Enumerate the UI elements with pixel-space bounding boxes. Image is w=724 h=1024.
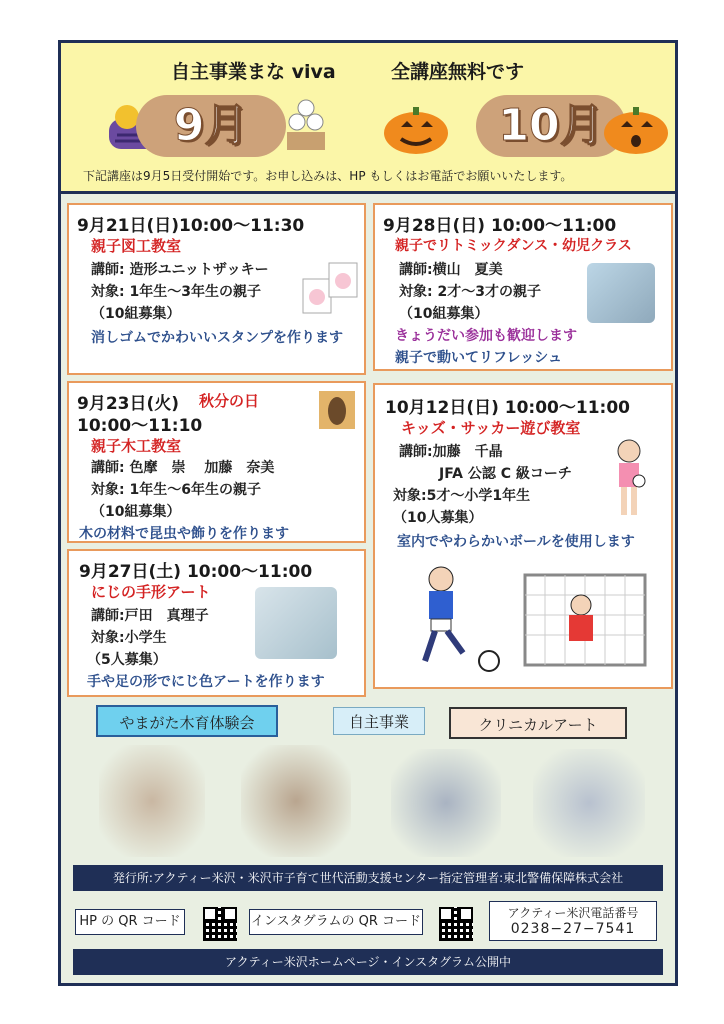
program-photo-1 [99,745,205,857]
rabbit-stamp-icon [301,261,361,317]
soccer-play-icon [405,565,665,677]
event-recruit: （10組募集） [91,306,181,322]
pumpkin-icon [601,103,671,155]
phone-number[interactable]: 0238−27−7541 [510,921,636,937]
dango-icon [281,98,331,153]
event-instructor: 講師:戸田 真理子 [91,608,209,624]
event-date: 9月21日(日)10:00～11:30 [77,216,305,236]
event-title: にじの手形アート [91,583,211,601]
program-photo-3 [391,749,501,857]
wooden-insect-icon [317,389,357,431]
event-date: 10月12日(日) 10:00～11:00 [385,398,630,418]
rhythmic-photo [587,263,655,323]
event-card-mokkou [67,381,366,543]
bottom-bar: アクティー米沢ホームページ・インスタグラム公開中 [73,949,663,975]
event-time: 10:00～11:10 [77,416,203,436]
nijiart-photo [255,587,337,659]
hp-qr-label: HP の QR コード [75,909,185,935]
pumpkin-icon [381,103,451,155]
insta-qr-label: インスタグラムの QR コード [249,909,423,935]
event-card-zukou [67,203,366,375]
event-recruit: （10組募集） [91,504,181,520]
program-label-clinical-art: クリニカルアート [449,707,627,739]
event-recruit: （5人募集） [87,652,167,668]
header-title: 自主事業まな viva [171,61,336,83]
event-title: 親子でリトミックダンス・幼児クラス [395,238,632,254]
event-description: 室内でやわらかいボールを使用します [397,534,635,550]
event-instructor: 講師: 造形ユニットザッキー [91,262,269,278]
event-target: 対象: 1年生～3年生の親子 [91,284,261,300]
event-description: 親子で動いてリフレッシュ [395,350,563,366]
event-holiday: 秋分の日 [199,392,260,410]
month-september-badge: 9月 [136,95,286,157]
program-label-jishu: 自主事業 [333,707,425,735]
event-date: 9月23日(火) [77,394,180,414]
event-date: 9月28日(日) 10:00～11:00 [383,216,617,236]
registration-note: 下記講座は9月5日受付開始です。お申し込みは、HP もしくはお電話でお願いいたします。 [83,169,573,183]
program-photo-4 [533,749,645,857]
publisher-bar: 発行所:アクティー米沢・米沢市子育て世代活動支援センター指定管理者:東北警備保障株式会社 [73,865,663,891]
program-photo-2 [241,745,351,857]
phone-box [489,901,657,941]
event-date: 9月27日(土) 10:00～11:00 [79,562,313,582]
event-instructor: 講師:加藤 千晶 [399,444,503,460]
event-instructor: 講師:横山 夏美 [399,262,503,278]
event-target: 対象:小学生 [91,630,167,646]
event-card-rhythmic [373,203,673,371]
event-title: 親子図工教室 [91,237,182,255]
insta-qr-code[interactable] [439,907,473,941]
program-label-mokuiku: やまがた木育体験会 [96,705,278,737]
flyer-frame [58,40,678,986]
event-card-nijiart [67,549,366,697]
event-title: キッズ・サッカー遊び教室 [401,419,581,437]
girl-soccer-icon [609,437,649,521]
month-october-badge: 10月 [476,95,626,157]
event-instructor: 講師: 色摩 崇 加藤 奈美 [91,460,275,476]
event-recruit: （10組募集） [399,306,489,322]
event-title: 親子木工教室 [91,437,182,455]
event-instructor-qualification: JFA 公認 C 級コーチ [439,466,572,482]
event-target: 対象: 1年生～6年生の親子 [91,482,261,498]
event-description: 木の材料で昆虫や飾りを作ります [79,526,289,542]
event-description: 消しゴムでかわいいスタンプを作ります [91,330,343,346]
event-card-soccer [373,383,673,689]
header-banner [61,43,675,194]
event-note: きょうだい参加も歓迎します [395,328,577,344]
phone-label: アクティー米沢電話番号 [507,906,639,920]
event-recruit: （10人募集） [393,510,483,526]
event-target: 対象: 2才～3才の親子 [399,284,541,300]
event-description: 手や足の形でにじ色アートを作ります [87,674,325,690]
hp-qr-code[interactable] [203,907,237,941]
header-free-label: 全講座無料です [391,61,525,83]
event-target: 対象:5才～小学1年生 [393,488,531,504]
